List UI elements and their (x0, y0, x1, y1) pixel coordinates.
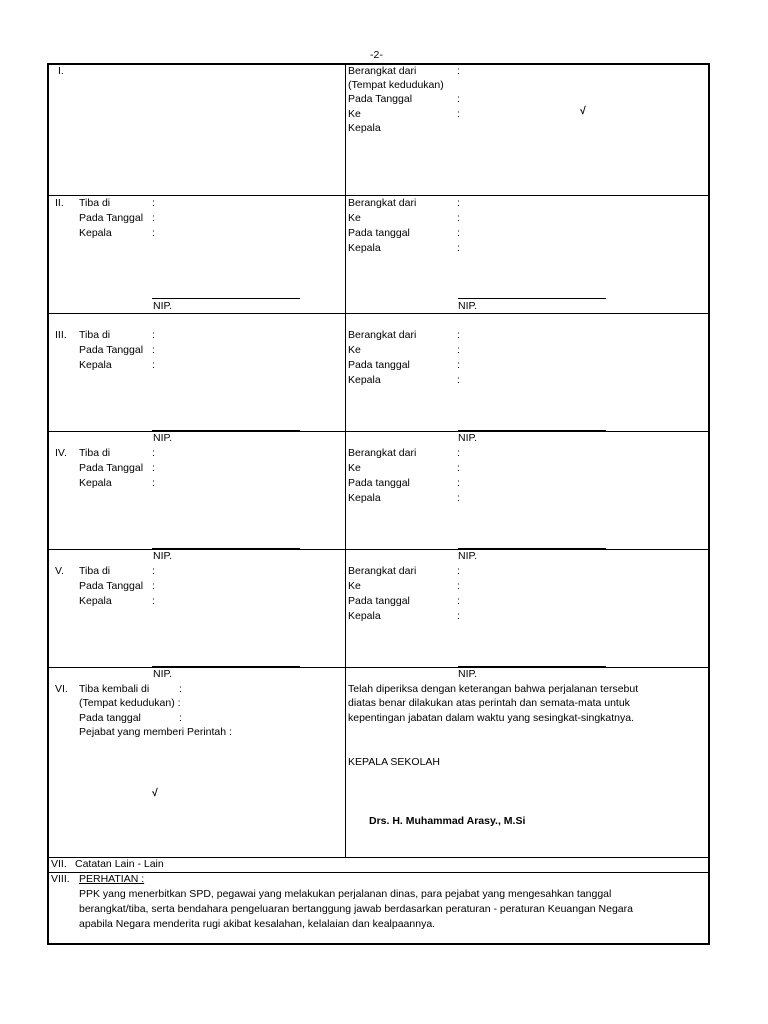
destination-label: Ke (348, 580, 361, 592)
colon: : (457, 242, 460, 254)
head-label: Kepala (79, 227, 112, 239)
colon: : (152, 197, 155, 209)
arrival-place-label: Tiba di (79, 447, 111, 459)
colon: : (457, 462, 460, 474)
colon: : (152, 329, 155, 341)
colon: : (179, 712, 182, 724)
date-label: Pada tanggal (348, 359, 410, 371)
head-label: Kepala (79, 595, 112, 607)
column-divider (345, 64, 346, 857)
head-label: Kepala (348, 610, 381, 622)
section-number: VII. (51, 858, 67, 870)
departure-from-label: Berangkat dari (348, 65, 417, 77)
colon: : (179, 683, 182, 695)
section-number: I. (58, 65, 64, 77)
section-number: VI. (55, 683, 68, 695)
home-base-label: (Tempat kedudukan) (348, 79, 444, 91)
colon: : (457, 108, 460, 120)
colon: : (457, 344, 460, 356)
nip-label: NIP. (458, 300, 478, 312)
date-label: Pada Tanggal (79, 462, 144, 474)
signature-line (458, 298, 606, 299)
head-label: Kepala (348, 374, 381, 386)
colon: : (457, 492, 460, 504)
ordering-official-label: Pejabat yang memberi Perintah : (79, 726, 232, 738)
arrival-place-label: Tiba di (79, 197, 111, 209)
colon: : (152, 227, 155, 239)
colon: : (457, 197, 460, 209)
notice-title: PERHATIAN : (79, 873, 145, 885)
departure-from-label: Berangkat dari (348, 565, 417, 577)
row-divider (47, 872, 710, 873)
colon: : (152, 477, 155, 489)
head-label: Kepala (348, 492, 381, 504)
colon: : (457, 227, 460, 239)
nip-label: NIP. (153, 668, 173, 680)
destination-label: Ke (348, 344, 361, 356)
statement-line: Telah diperiksa dengan keterangan bahwa perjalanan tersebut (348, 683, 639, 695)
colon: : (152, 359, 155, 371)
date-label: Pada Tanggal (79, 212, 144, 224)
check-mark: √ (580, 105, 586, 117)
colon: : (457, 93, 460, 105)
arrival-place-label: Tiba di (79, 329, 111, 341)
colon: : (457, 374, 460, 386)
destination-label: Ke (348, 108, 361, 120)
colon: : (457, 610, 460, 622)
row-divider (47, 667, 710, 668)
signer-name: Drs. H. Muhammad Arasy., M.Si (369, 815, 526, 827)
colon: : (457, 447, 460, 459)
colon: : (457, 565, 460, 577)
nip-label: NIP. (458, 432, 478, 444)
colon: : (457, 580, 460, 592)
date-label: Pada tanggal (79, 712, 141, 724)
head-label: Kepala (348, 122, 381, 134)
row-divider (47, 313, 710, 314)
signature-line (152, 666, 300, 667)
arrival-place-label: Tiba di (79, 565, 111, 577)
check-mark: √ (152, 787, 158, 799)
other-notes-label: Catatan Lain - Lain (75, 858, 164, 870)
colon: : (152, 344, 155, 356)
section-number: III. (55, 329, 67, 341)
destination-label: Ke (348, 462, 361, 474)
notice-line: apabila Negara menderita rugi akibat kesalahan, kelalaian dan kealpaannya. (79, 918, 436, 930)
signature-line (152, 298, 300, 299)
colon: : (152, 580, 155, 592)
head-label: Kepala (79, 477, 112, 489)
colon: : (457, 477, 460, 489)
date-label: Pada Tanggal (79, 580, 144, 592)
statement-line: kepentingan jabatan dalam waktu yang sesingkat-singkatnya. (348, 712, 635, 724)
home-base-label: (Tempat kedudukan) : (79, 697, 181, 709)
colon: : (457, 595, 460, 607)
colon: : (152, 212, 155, 224)
page-number: -2- (370, 49, 383, 61)
section-number: IV. (55, 447, 67, 459)
signature-line (458, 430, 606, 431)
colon: : (457, 212, 460, 224)
row-divider (47, 549, 710, 550)
section-number: II. (55, 197, 64, 209)
nip-label: NIP. (153, 550, 173, 562)
row-divider (47, 431, 710, 432)
head-label: Kepala (348, 242, 381, 254)
signature-line (458, 548, 606, 549)
colon: : (457, 329, 460, 341)
colon: : (152, 462, 155, 474)
colon: : (457, 65, 460, 77)
colon: : (457, 359, 460, 371)
departure-from-label: Berangkat dari (348, 329, 417, 341)
date-label: Pada tanggal (348, 477, 410, 489)
destination-label: Ke (348, 212, 361, 224)
section-number: V. (55, 565, 64, 577)
section-number: VIII. (51, 873, 70, 885)
colon: : (152, 565, 155, 577)
signature-line (152, 548, 300, 549)
nip-label: NIP. (458, 668, 478, 680)
colon: : (152, 595, 155, 607)
departure-from-label: Berangkat dari (348, 447, 417, 459)
departure-from-label: Berangkat dari (348, 197, 417, 209)
return-arrival-label: Tiba kembali di (79, 683, 150, 695)
statement-line: diatas benar dilakukan atas perintah dan semata-mata untuk (348, 697, 630, 709)
signer-title: KEPALA SEKOLAH (348, 756, 441, 768)
nip-label: NIP. (153, 432, 173, 444)
date-label: Pada Tanggal (348, 93, 413, 105)
signature-line (458, 666, 606, 667)
colon: : (152, 447, 155, 459)
notice-line: berangkat/tiba, serta bendahara pengeluaran bertanggung jawab berdasarkan peraturan - peraturan Keuangan Negara (79, 903, 633, 915)
signature-line (152, 430, 300, 431)
nip-label: NIP. (153, 300, 173, 312)
notice-line: PPK yang menerbitkan SPD, pegawai yang melakukan perjalanan dinas, para pejabat yang mengesahkan tanggal (79, 888, 612, 900)
date-label: Pada tanggal (348, 595, 410, 607)
nip-label: NIP. (458, 550, 478, 562)
head-label: Kepala (79, 359, 112, 371)
date-label: Pada tanggal (348, 227, 410, 239)
date-label: Pada Tanggal (79, 344, 144, 356)
